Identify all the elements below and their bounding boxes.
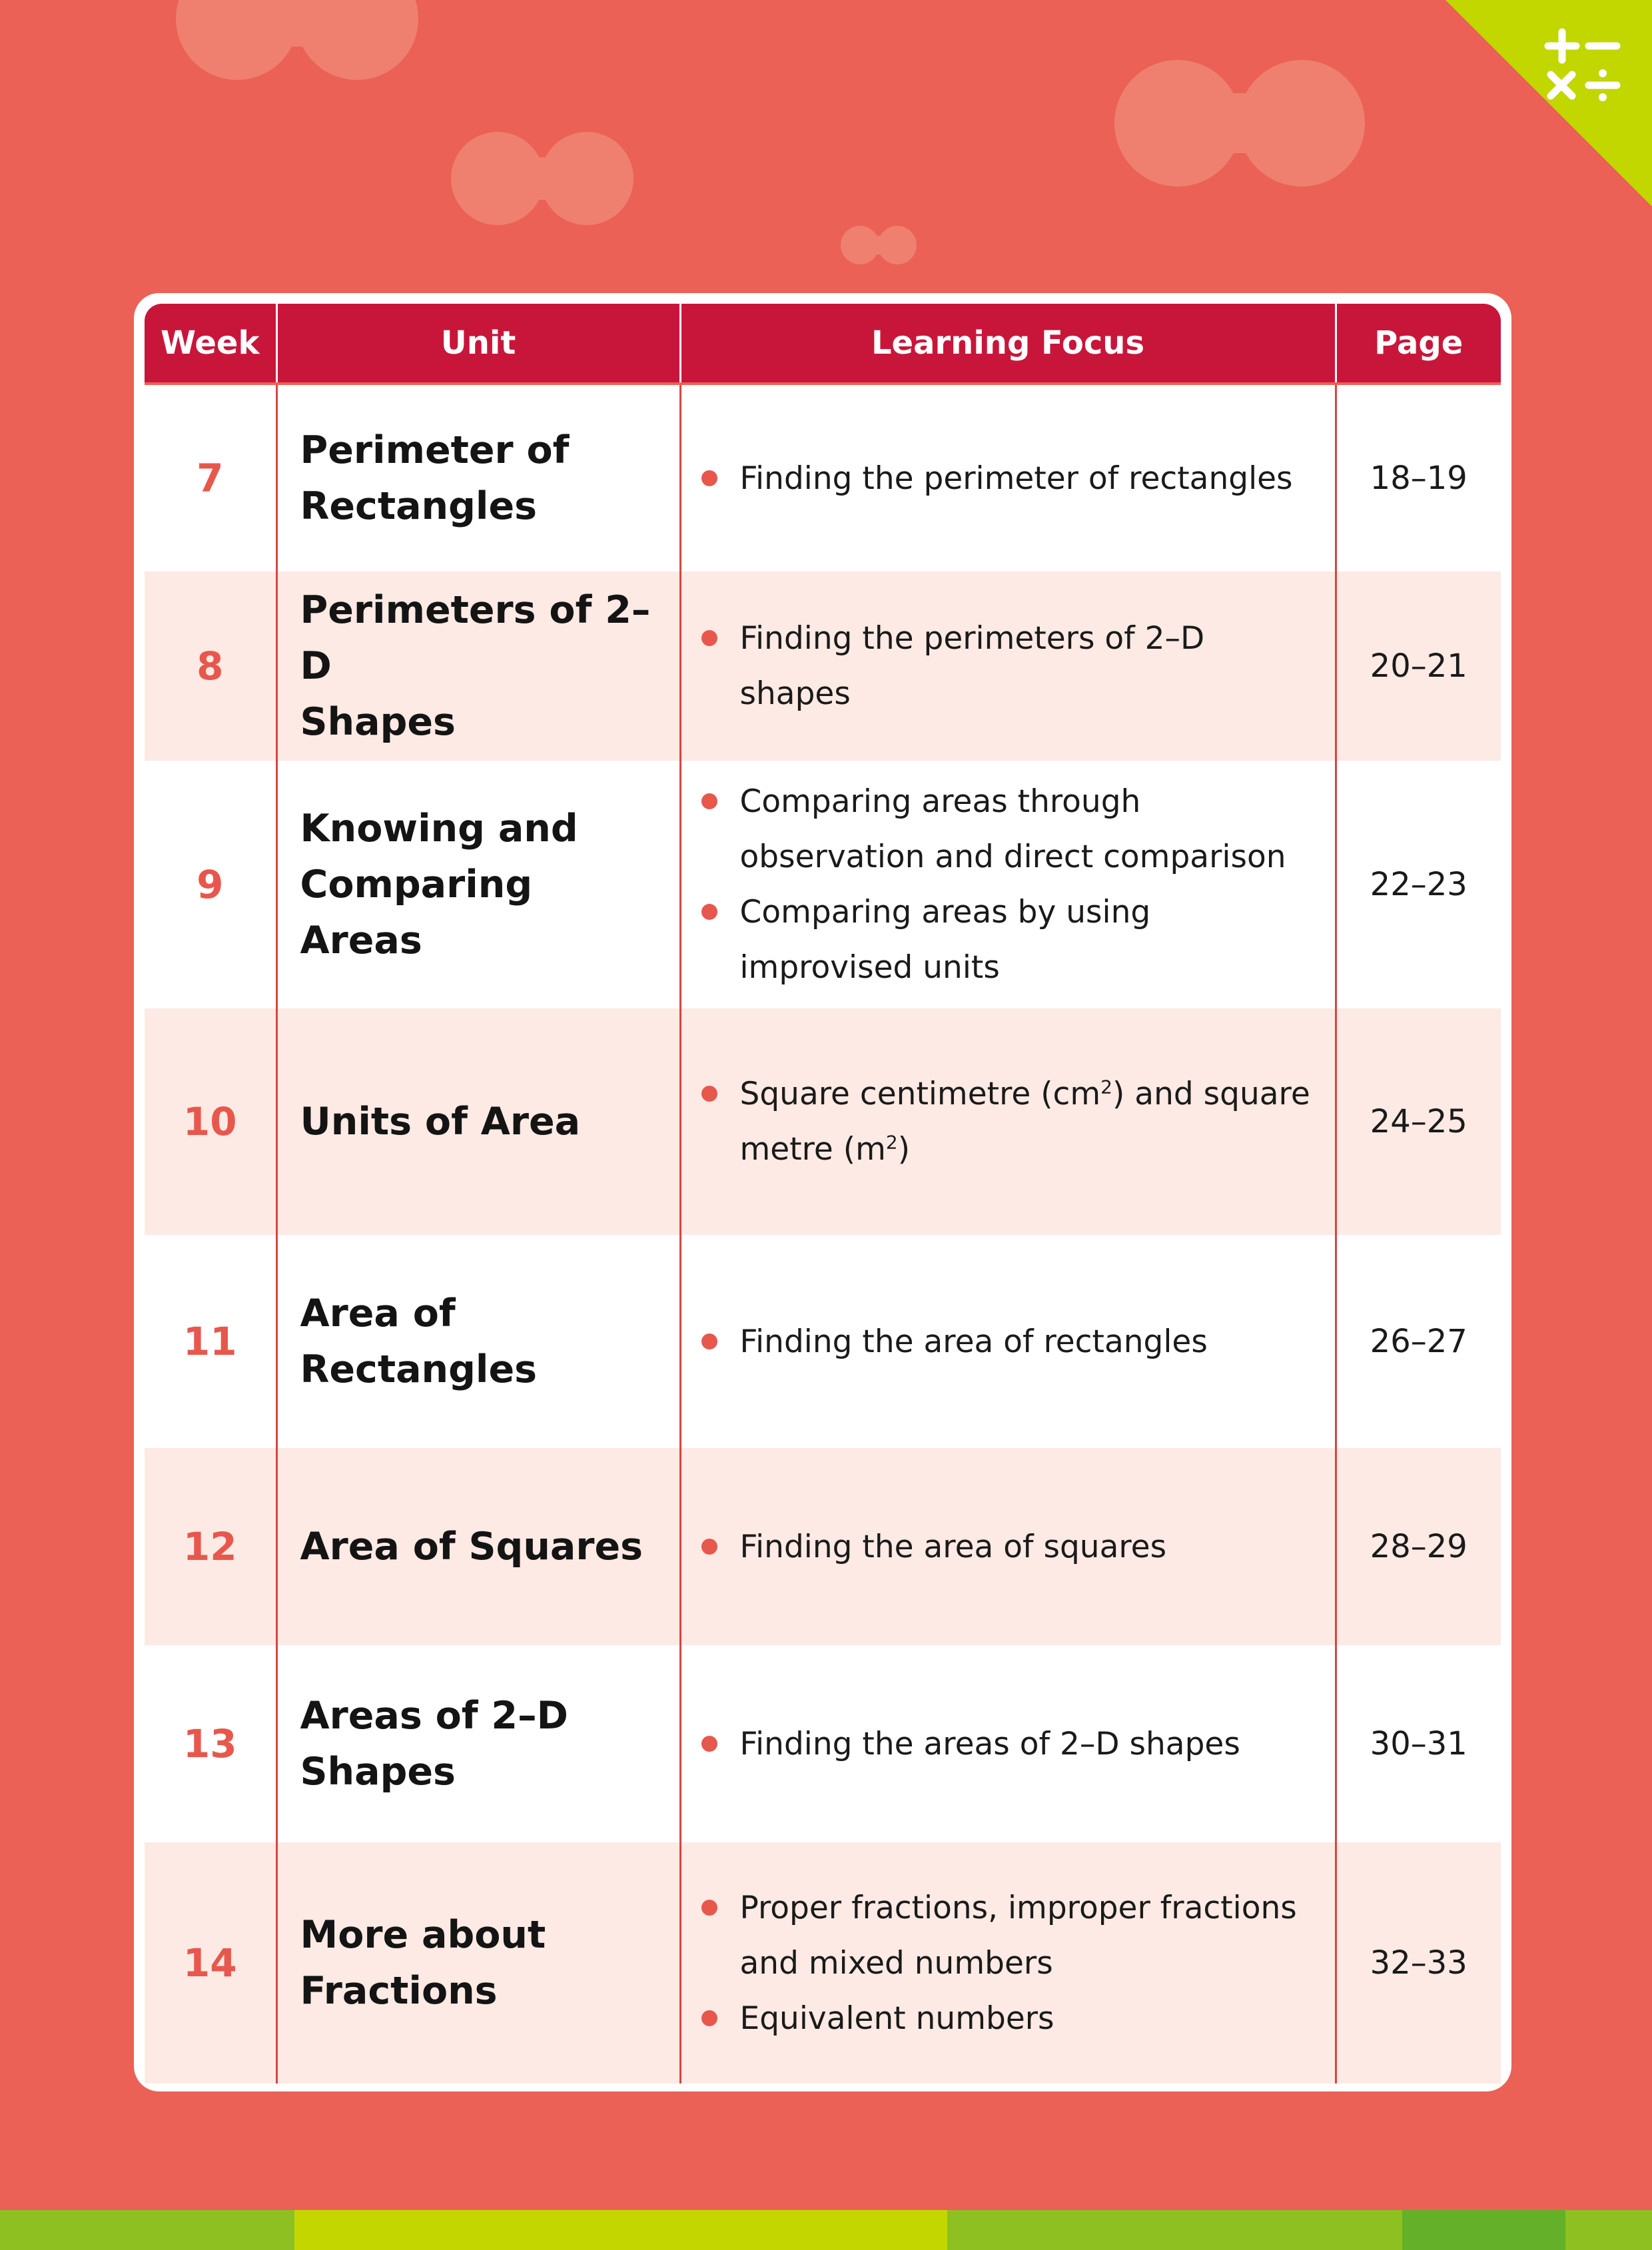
page-range: 28–29	[1336, 1448, 1501, 1645]
week-number: 13	[183, 1721, 237, 1766]
unit-title-line: Perimeter of	[300, 428, 570, 472]
unit-title	[276, 1235, 680, 1448]
contents-panel	[134, 293, 1511, 2091]
week-number: 11	[183, 1319, 237, 1364]
unit-title-line: More about	[300, 1913, 546, 1957]
unit-title-line: Units of Area	[300, 1100, 581, 1144]
unit-title-line: Rectangles	[300, 1347, 538, 1391]
page-range: 22–23	[1336, 761, 1501, 1008]
header-learning-focus: Learning Focus	[680, 304, 1336, 384]
unit-title-line: Comparing Areas	[300, 863, 533, 962]
unit-title	[276, 384, 680, 571]
focus-item	[701, 1991, 1315, 2046]
focus-text: Finding the areas of 2–D shapes	[739, 1725, 1240, 1762]
focus-item	[701, 451, 1315, 506]
focus-text: Comparing areas through observation and direct comparison	[739, 783, 1286, 875]
page-range: 24–25	[1336, 1008, 1501, 1235]
bullet-icon	[701, 470, 717, 486]
footer-segment	[1565, 2210, 1652, 2250]
unit-title-line: Areas of 2–D	[300, 1694, 568, 1738]
focus-item	[701, 611, 1315, 721]
page-range: 26–27	[1336, 1235, 1501, 1448]
footer-segment	[294, 2210, 947, 2250]
learning-focus	[680, 384, 1336, 571]
week-number: 10	[145, 1008, 276, 1235]
bullet-icon	[701, 1736, 717, 1752]
unit-title-line: Area of Squares	[300, 1525, 643, 1569]
focus-item	[701, 1519, 1315, 1575]
math-operations-icon	[1446, 0, 1652, 206]
unit-title-line: Shapes	[300, 700, 456, 744]
table-row	[145, 571, 1501, 761]
learning-focus	[680, 1448, 1336, 1645]
decor-blob-3	[1114, 60, 1365, 187]
bullet-icon	[701, 1539, 717, 1555]
learning-focus	[680, 1645, 1336, 1842]
unit-title-line: Fractions	[300, 1969, 498, 2013]
unit-title-line: Shapes	[300, 1750, 456, 1794]
week-number: 9	[197, 862, 224, 907]
table-row	[145, 1008, 1501, 1235]
decor-blob-1	[176, 0, 418, 87]
superscript: 2	[1100, 1076, 1112, 1098]
learning-focus	[680, 1842, 1336, 2083]
header-page: Page	[1336, 304, 1501, 384]
bullet-icon	[701, 2010, 717, 2026]
unit-title-line: Knowing and	[300, 807, 578, 851]
footer-segment	[947, 2210, 1402, 2250]
learning-focus	[680, 1008, 1336, 1235]
focus-text: Finding the perimeter of rectangles	[739, 460, 1293, 497]
bullet-icon	[701, 1333, 717, 1349]
learning-focus	[680, 571, 1336, 761]
page-range: 20–21	[1336, 571, 1501, 761]
week-number: 7	[197, 456, 224, 501]
week-number: 14	[145, 1842, 276, 2083]
focus-item	[701, 1314, 1315, 1369]
table-row	[145, 1842, 1501, 2083]
bullet-icon	[701, 630, 717, 646]
header-week: Week	[145, 304, 276, 384]
learning-focus	[680, 1235, 1336, 1448]
unit-title-line: Rectangles	[300, 484, 538, 528]
page-range: 30–31	[1336, 1645, 1501, 1842]
unit-title-line: Perimeters of 2–D	[300, 588, 651, 688]
focus-text: Finding the area of squares	[739, 1528, 1167, 1565]
footer-segment	[0, 2210, 294, 2250]
footer-color-strip	[0, 2210, 1652, 2250]
focus-text: Finding the area of rectangles	[739, 1323, 1208, 1360]
superscript: 2	[885, 1131, 898, 1154]
unit-title	[276, 761, 680, 1008]
focus-text: Comparing areas by using improvised units	[739, 894, 1151, 986]
decor-blob-2	[451, 132, 633, 225]
focus-item	[701, 774, 1315, 885]
unit-title	[276, 571, 680, 761]
focus-text: Finding the perimeters of 2–D shapes	[739, 620, 1205, 712]
bullet-icon	[701, 904, 717, 920]
focus-item	[701, 1880, 1315, 1991]
unit-title	[276, 1448, 680, 1645]
focus-text: ) and square metre (m	[739, 1076, 1310, 1168]
unit-title	[276, 1008, 680, 1235]
header-unit: Unit	[276, 304, 680, 384]
focus-text: )	[897, 1131, 911, 1168]
decor-blob-4	[841, 225, 917, 265]
table-row	[145, 1235, 1501, 1448]
focus-item	[701, 885, 1315, 995]
bullet-icon	[701, 1900, 717, 1916]
bullet-icon	[701, 793, 717, 809]
contents-table	[145, 304, 1501, 2083]
learning-focus	[680, 761, 1336, 1008]
focus-text: Proper fractions, improper fractions and mixed numbers	[739, 1889, 1297, 1982]
focus-text: Equivalent numbers	[739, 2000, 1054, 2037]
footer-segment	[1402, 2210, 1565, 2250]
unit-title	[276, 1645, 680, 1842]
focus-text: Square centimetre (cm	[739, 1076, 1101, 1112]
page-range: 32–33	[1336, 1842, 1501, 2083]
unit-title-line: Area of	[300, 1292, 456, 1335]
table-row	[145, 384, 1501, 571]
table-row	[145, 1645, 1501, 1842]
page-range: 18–19	[1336, 384, 1501, 571]
week-number: 12	[145, 1448, 276, 1645]
focus-item	[701, 1716, 1315, 1772]
unit-title	[276, 1842, 680, 2083]
bullet-icon	[701, 1086, 717, 1102]
table-row	[145, 1448, 1501, 1645]
focus-item	[701, 1066, 1315, 1177]
table-row	[145, 761, 1501, 1008]
week-number: 8	[145, 571, 276, 761]
table-header-row	[145, 304, 1501, 384]
